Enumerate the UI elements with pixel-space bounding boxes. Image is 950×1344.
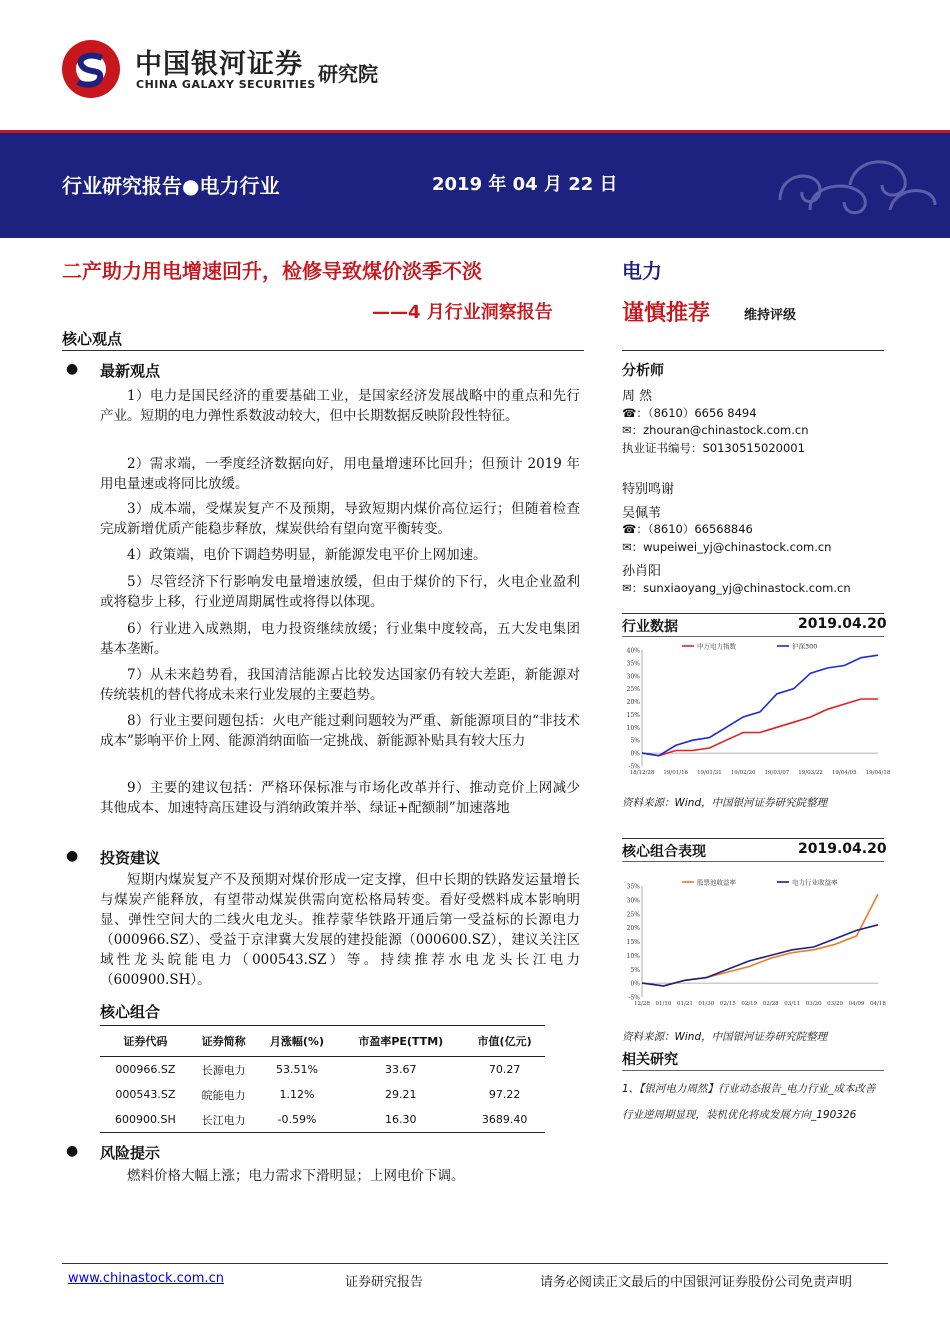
point-4: 4）政策端，电价下调趋势明显，新能源发电平价上网加速。: [127, 547, 487, 563]
rating-note: 维持评级: [744, 308, 797, 323]
y-tick-label: -5%: [628, 763, 640, 771]
point-6: 6）行业进入成熟期，电力投资继续放缓；行业集中度较高，五大发电集团基本垄断。: [100, 621, 580, 657]
series-line: [642, 925, 878, 986]
y-tick-label: 20%: [626, 925, 640, 933]
brand-name-cn: 中国银河证券: [135, 49, 303, 80]
table-row: [100, 1107, 545, 1132]
legend-label: 中万电力指数: [697, 642, 736, 651]
y-tick-label: 25%: [626, 911, 640, 919]
report-type: 行业研究报告●电力行业: [62, 174, 280, 198]
y-tick-label: 35%: [626, 660, 640, 668]
x-tick-label: 01/30: [698, 1001, 715, 1007]
latest-heading: 最新观点: [100, 362, 161, 380]
table-header-row: [100, 1026, 545, 1057]
divider: [622, 861, 884, 862]
divider: [622, 350, 884, 351]
x-tick-label: 19/03/22: [798, 770, 823, 776]
y-tick-label: 25%: [626, 686, 640, 694]
bullet-icon: ●: [66, 848, 79, 864]
x-tick-label: 12/28: [634, 1001, 650, 1007]
legend-label: 股票池收益率: [697, 878, 736, 887]
y-tick-label: 20%: [626, 699, 640, 707]
core-view-heading: 核心观点: [62, 330, 123, 348]
thanks-heading: 特别鸣谢: [622, 482, 675, 497]
portfolio-table-wrap: [100, 1025, 545, 1133]
table-row: [100, 1057, 545, 1083]
x-tick-label: 03/11: [784, 1001, 801, 1007]
table-cell: 长源电力: [201, 1063, 246, 1077]
table-cell: 000543.SZ: [115, 1088, 176, 1101]
analyst-email: ✉：zhouran@chinastock.com.cn: [622, 423, 809, 437]
chart1-source: 资料来源：Wind，中国银河证券研究院整理: [622, 797, 828, 809]
table-row: [100, 1082, 545, 1107]
y-tick-label: 30%: [626, 673, 640, 681]
invest-text: 短期内煤炭复产不及预期对煤价形成一定支撑，但中长期的铁路发运量增长与煤炭产能释放，有望带动煤炭供需向宽松格局转变。看好受燃料成本影响明显、弹性空间大的二线火电龙头。推荐蒙华铁路开通后第一受益标的长源电力（000966.SZ）、受益于京津冀大发展的建投能源（000600.SZ），建议关注区域性龙头皖能电力（000543.SZ）等。持续推荐水电龙头长江电力（600900.SH）。: [100, 872, 580, 988]
related-heading: 相关研究: [622, 1052, 678, 1068]
x-tick-label: 04/18: [870, 1001, 886, 1007]
table-cell: -0.59%: [277, 1113, 317, 1126]
legend-label: 电力行业收益率: [792, 878, 838, 887]
cloud-ornament-icon: [770, 140, 940, 228]
point-8: 8）行业主要问题包括：火电产能过剩问题较为严重、新能源项目的“非技术成本”影响平价上网、能源消纳面临一定挑战、新能源补贴具有较大压力: [100, 713, 580, 749]
risk-heading: 风险提示: [100, 1144, 161, 1162]
divider: [622, 1070, 884, 1071]
table-header: 市盈率PE(TTM): [358, 1035, 444, 1048]
y-tick-label: 0%: [630, 980, 640, 988]
footer-website-link[interactable]: www.chinastock.com.cn: [68, 1271, 224, 1286]
table-cell: 皖能电力: [201, 1088, 246, 1102]
sector-label: 电力: [622, 259, 662, 283]
logo-s-icon: [72, 52, 110, 88]
bullet-icon: ●: [66, 361, 79, 377]
related-link[interactable]: 1、【银河电力周然】行业动态报告_电力行业_成本改善行业逆周期显现，装机优化将成发展方向_190326: [622, 1083, 876, 1121]
thanks1-phone: ☎：（8610）66568846: [622, 522, 753, 536]
x-tick-label: 19/04/18: [865, 770, 891, 776]
series-line: [642, 699, 878, 756]
point-9: 9）主要的建议包括：严格环保标准与市场化改革并行、推动竞价上网减少其他成本、加速特高压建设与消纳政策并举、绿证+配额制”加速落地: [100, 780, 580, 816]
portfolio-table: [100, 1026, 545, 1132]
brand-name-en: CHINA GALAXY SECURITIES: [136, 78, 316, 91]
table-cell: 1.12%: [279, 1088, 315, 1101]
table-cell: 97.22: [488, 1088, 521, 1101]
x-tick-label: 03/20: [805, 1001, 822, 1007]
y-tick-label: 10%: [626, 724, 640, 732]
x-tick-label: 19/04/05: [831, 770, 857, 776]
main-title: 二产助力用电增速回升，检修导致煤价淡季不淡: [62, 259, 482, 283]
y-tick-label: 5%: [630, 737, 640, 745]
point-2: 2）需求端，一季度经济数据向好，用电量增速环比回升；但预计 2019 年用电量速或将同比放缓。: [100, 456, 580, 492]
table-cell: 600900.SH: [115, 1113, 176, 1126]
thanks2-name: 孙肖阳: [622, 564, 662, 579]
y-tick-label: 40%: [626, 647, 640, 655]
footer-disclaimer: 请务必阅读正文最后的中国银河证券股份公司免责声明: [540, 1275, 853, 1290]
y-tick-label: 5%: [630, 966, 640, 974]
table-cell: 70.27: [488, 1063, 521, 1076]
point-3: 3）成本端，受煤炭复产不及预期，导致短期内煤价高位运行；但随着检查完成新增优质产能稳步释放，煤炭供给有望向宽平衡转变。: [100, 501, 580, 537]
table-cell: 33.67: [385, 1063, 417, 1076]
report-date: 2019 年 04 月 22 日: [432, 174, 618, 195]
thanks2-email: ✉：sunxiaoyang_yj@chinastock.com.cn: [622, 581, 851, 595]
y-tick-label: 35%: [626, 883, 640, 891]
table-cell: 3689.40: [481, 1113, 528, 1126]
series-line: [642, 894, 878, 986]
table-header: 市值(亿元): [477, 1035, 532, 1048]
portfolio-perf-date: 2019.04.20: [798, 841, 887, 857]
analyst-cert: 执业证书编号：S0130515020001: [622, 441, 805, 455]
legend-label: 沪深300: [792, 642, 818, 651]
table-cell: 000966.SZ: [115, 1063, 176, 1076]
x-tick-label: 01/21: [676, 1001, 693, 1007]
x-tick-label: 02/15: [719, 1001, 736, 1007]
x-tick-label: 02/28: [762, 1001, 779, 1007]
footer-divider: [62, 1263, 888, 1264]
portfolio-line-chart: [620, 866, 884, 1016]
divider: [622, 613, 884, 614]
y-tick-label: 30%: [626, 897, 640, 905]
divider: [622, 838, 884, 839]
sub-title: ——4 月行业洞察报告: [372, 302, 553, 323]
x-tick-label: 02/19: [741, 1001, 758, 1007]
table-header: 月涨幅(%): [269, 1035, 324, 1048]
table-cell: 29.21: [385, 1088, 417, 1101]
analyst-name: 周 然: [622, 389, 653, 404]
chart2-source: 资料来源：Wind，中国银河证券研究院整理: [622, 1031, 828, 1043]
portfolio-perf-heading: 核心组合表现: [622, 844, 706, 860]
bullet-icon: ●: [66, 1143, 79, 1159]
x-tick-label: 18/12/28: [629, 770, 655, 776]
point-5: 5）尽管经济下行影响发电量增速放缓，但由于煤价的下行，火电企业盈利或将稳步上移，行业逆周期属性或将得以体现。: [100, 574, 580, 610]
point-7: 7）从未来趋势看，我国清洁能源占比较发达国家仍有较大差距，新能源对传统装机的替代将成未来行业发展的主要趋势。: [100, 667, 580, 703]
point-1: 1）电力是国民经济的重要基础工业，是国家经济发展战略中的重点和先行产业。短期的电力弹性系数波动较大，但中长期数据反映阶段性特征。: [100, 388, 580, 424]
x-tick-label: 19/01/16: [663, 770, 689, 776]
table-cell: 16.30: [385, 1113, 417, 1126]
risk-text: 燃料价格大幅上涨；电力需求下滑明显；上网电价下调。: [127, 1168, 465, 1184]
industry-line-chart: [620, 638, 891, 783]
divider: [62, 350, 584, 351]
y-tick-label: 15%: [626, 939, 640, 946]
thanks1-name: 吴佩苇: [622, 506, 662, 521]
x-tick-label: 19/02/20: [730, 770, 756, 776]
portfolio-heading: 核心组合: [100, 1003, 161, 1021]
table-header: 证券代码: [123, 1035, 168, 1048]
footer-middle: 证券研究报告: [345, 1275, 424, 1290]
x-tick-label: 19/03/07: [764, 770, 790, 776]
analyst-phone: ☎：（8610）6656 8494: [622, 406, 757, 420]
x-tick-label: 03/29: [827, 1001, 844, 1007]
invest-heading: 投资建议: [100, 849, 161, 867]
rating-label: 谨慎推荐: [622, 301, 711, 326]
y-tick-label: 0%: [630, 750, 640, 758]
y-tick-label: 15%: [626, 711, 640, 719]
industry-data-heading: 行业数据: [622, 619, 678, 635]
analyst-heading: 分析师: [622, 363, 664, 379]
table-cell: 53.51%: [275, 1063, 318, 1076]
x-tick-label: 04/09: [848, 1001, 865, 1007]
divider: [622, 636, 884, 637]
table-header: 证券简称: [201, 1035, 246, 1048]
industry-data-date: 2019.04.20: [798, 616, 887, 632]
institute-label: 研究院: [318, 62, 378, 86]
table-cell: 长江电力: [201, 1113, 246, 1127]
x-tick-label: 19/01/31: [697, 770, 722, 776]
thanks1-email: ✉：wupeiwei_yj@chinastock.com.cn: [622, 540, 832, 554]
y-tick-label: 10%: [626, 952, 640, 960]
x-tick-label: 01/10: [655, 1001, 672, 1007]
y-tick-label: -5%: [628, 994, 640, 1002]
